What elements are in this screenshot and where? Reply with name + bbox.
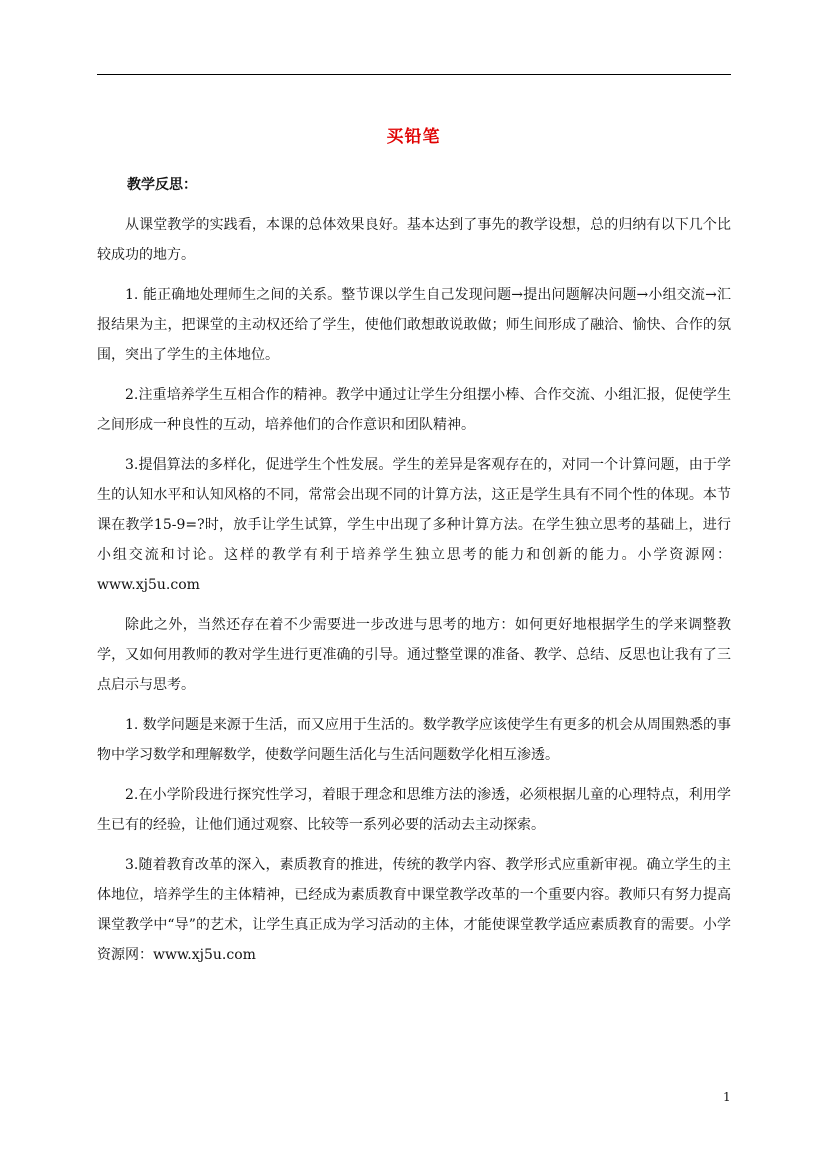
paragraph-success-2: 2.注重培养学生互相合作的精神。教学中通过让学生分组摆小棒、合作交流、小组汇报，促使学生之间形成一种良性的互动，培养他们的合作意识和团队精神。: [97, 387, 731, 433]
paragraph-improvement: 除此之外，当然还存在着不少需要进一步改进与思考的地方：如何更好地根据学生的学来调整教学，又如何用教师的教对学生进行更准确的引导。通过整堂课的准备、教学、总结、反思也让我有了三点启示与思考。: [97, 617, 731, 693]
document-body: [97, 170, 731, 980]
paragraph-success-3: 3.提倡算法的多样化，促进学生个性发展。学生的差异是客观存在的，对同一个计算问题，由于学生的认知水平和认知风格的不同，常常会出现不同的计算方法，这正是学生具有不同个性的体现。本节课在教学15-9=?时，放手让学生试算，学生中出现了多种计算方法。在学生独立思考的基础上，进行小组交流和讨论。这样的教学有利于培养学生独立思考的能力和创新的能力。小学资源网：www.xj5u.com: [97, 457, 731, 593]
paragraph-insight-1: 1. 数学问题是来源于生活，而又应用于生活的。数学教学应该使学生有更多的机会从周围熟悉的事物中学习数学和理解数学，使数学问题生活化与生活问题数学化相互渗透。: [97, 717, 731, 763]
section-heading: 教学反思：: [127, 177, 197, 193]
paragraph-intro: 从课堂教学的实践看，本课的总体效果良好。基本达到了事先的教学设想，总的归纳有以下几个比较成功的地方。: [97, 217, 731, 263]
paragraph-insight-2: 2.在小学阶段进行探究性学习，着眼于理念和思维方法的渗透，必须根据儿童的心理特点，利用学生已有的经验，让他们通过观察、比较等一系列必要的活动去主动探索。: [97, 787, 731, 833]
header-rule: [97, 74, 731, 75]
paragraph-success-1: 1. 能正确地处理师生之间的关系。整节课以学生自己发现问题→提出问题解决问题→小组交流→汇报结果为主，把课堂的主动权还给了学生，使他们敢想敢说敢做；师生间形成了融洽、愉快、合作的氛围，突出了学生的主体地位。: [97, 287, 731, 363]
document-title: 买铅笔: [386, 127, 441, 147]
paragraph-insight-3: 3.随着教育改革的深入，素质教育的推进，传统的教学内容、教学形式应重新审视。确立学生的主体地位，培养学生的主体精神，已经成为素质教育中课堂教学改革的一个重要内容。教师只有努力提高课堂教学中“导”的艺术，让学生真正成为学习活动的主体，才能使课堂教学适应素质教育的需要。小学资源网：www.xj5u.com: [97, 857, 731, 963]
page-number: 1: [723, 1090, 731, 1104]
